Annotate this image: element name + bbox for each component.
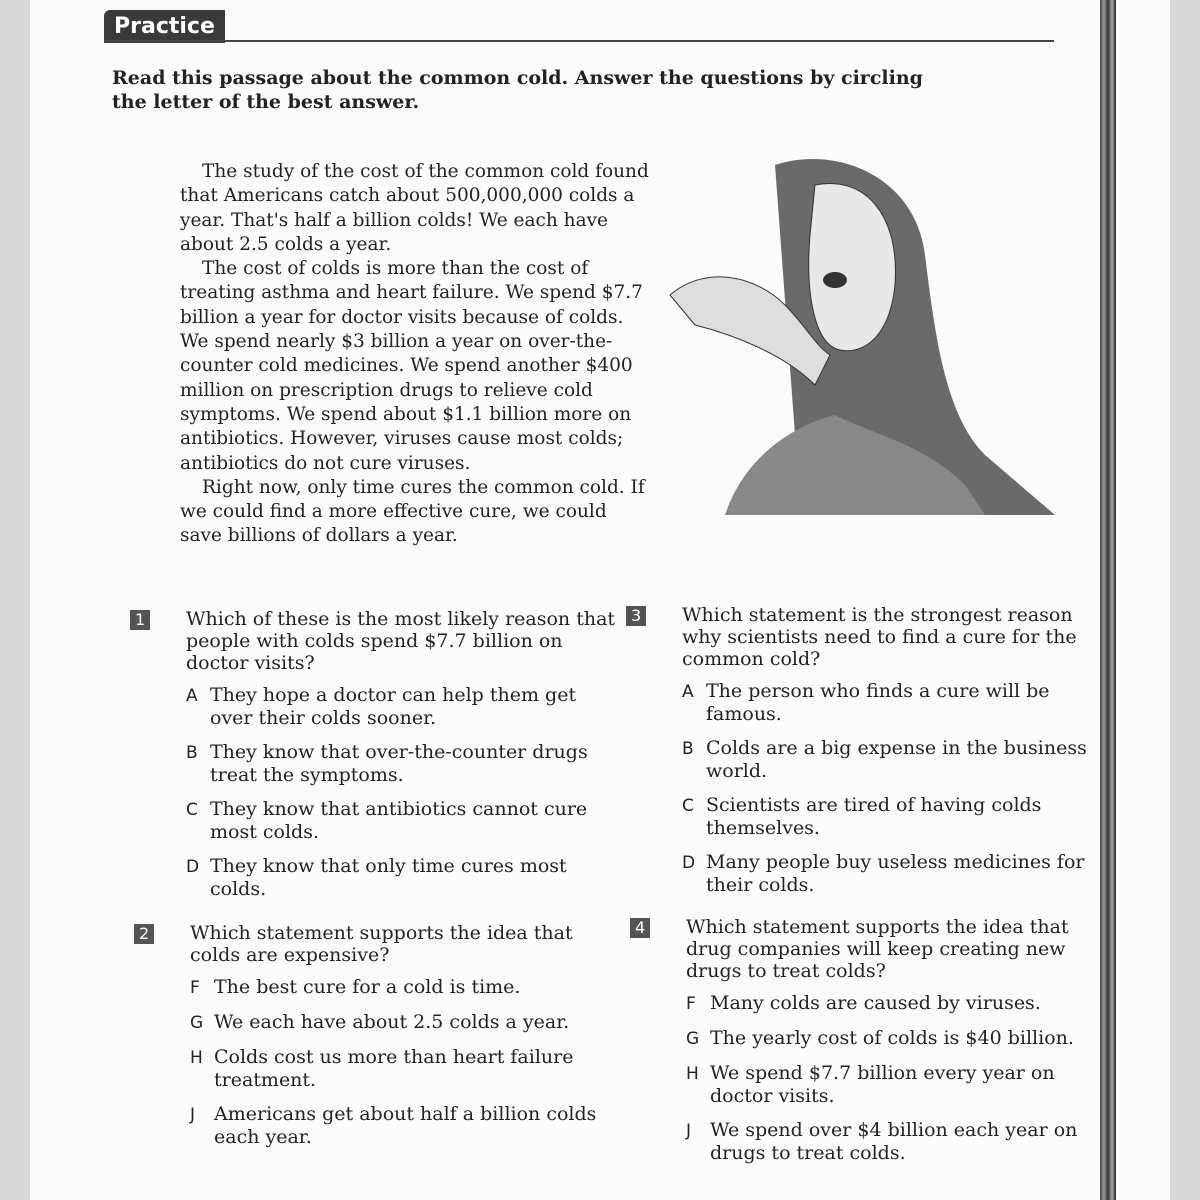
answer-option[interactable]: F Many colds are caused by viruses. — [686, 992, 1041, 1014]
passage-paragraph: The cost of colds is more than the cost of treating asthma and heart failure. We spend $7.7 billion a year for doctor visits because of colds. We spend nearly $3 billion a year on over-the-counter cold medicines. We spend another $400 million on prescription drugs to relieve cold symptoms. We spend about $1.1 billion more on antibiotics. However, viruses cause most colds; antibiotics do not cure viruses. — [180, 258, 643, 474]
passage-paragraph: Right now, only time cures the common cold. If we could find a more effective cure, we could save billions of dollars a year. — [180, 476, 645, 547]
passage — [180, 160, 650, 549]
question-2 — [139, 922, 620, 1160]
answer-option[interactable]: B Colds are a big expense in the business world. — [682, 737, 1087, 782]
answer-option[interactable]: D They know that only time cures most colds. — [186, 855, 567, 900]
passage-paragraph: The study of the cost of the common cold found that Americans catch about 500,000,000 colds a year. That's half a billion colds! We each have about 2.5 colds a year. — [180, 161, 649, 255]
question-stem: Which statement supports the idea that drug companies will keep creating new drugs to treat colds? — [686, 916, 1069, 982]
answer-option[interactable]: G The yearly cost of colds is $40 billion. — [686, 1027, 1074, 1049]
question-stem: Which statement supports the idea that colds are expensive? — [190, 922, 573, 966]
question-stem: Which of these is the most likely reason that people with colds spend $7.7 billion on doctor visits? — [186, 608, 616, 674]
answer-option[interactable]: D Many people buy useless medicines for their colds. — [682, 851, 1085, 896]
question-number: 2 — [134, 924, 154, 944]
answer-option[interactable]: C Scientists are tired of having colds themselves. — [682, 794, 1042, 839]
answer-option[interactable]: A They hope a doctor can help them get over their colds sooner. — [186, 684, 577, 729]
answer-option[interactable]: H We spend $7.7 billion every year on doctor visits. — [686, 1062, 1055, 1107]
question-number: 3 — [626, 606, 646, 626]
instructions: Read this passage about the common cold. Answer the questions by circling the letter of the best answer. — [112, 67, 923, 113]
question-number: 4 — [630, 918, 650, 938]
answer-option[interactable]: F The best cure for a cold is time. — [190, 976, 521, 998]
question-1 — [135, 608, 616, 912]
answer-option[interactable]: J We spend over $4 billion each year on drugs to treat colds. — [686, 1119, 1078, 1164]
header-rule — [104, 40, 1054, 42]
question-3 — [631, 604, 1112, 908]
question-4 — [635, 916, 1116, 1176]
answer-option[interactable]: G We each have about 2.5 colds a year. — [190, 1011, 570, 1033]
sneezing-woman-illustration — [665, 155, 1055, 515]
section-header: Practice — [104, 10, 225, 43]
question-number: 1 — [130, 610, 150, 630]
question-stem: Which statement is the strongest reason why scientists need to find a cure for the common cold? — [682, 604, 1077, 670]
answer-option[interactable]: A The person who finds a cure will be famous. — [682, 680, 1050, 725]
answer-option[interactable]: C They know that antibiotics cannot cure most colds. — [186, 798, 588, 843]
answer-option[interactable]: B They know that over-the-counter drugs treat the symptoms. — [186, 741, 588, 786]
answer-option[interactable]: H Colds cost us more than heart failure treatment. — [190, 1046, 574, 1091]
answer-option[interactable]: J Americans get about half a billion colds each year. — [190, 1103, 597, 1148]
